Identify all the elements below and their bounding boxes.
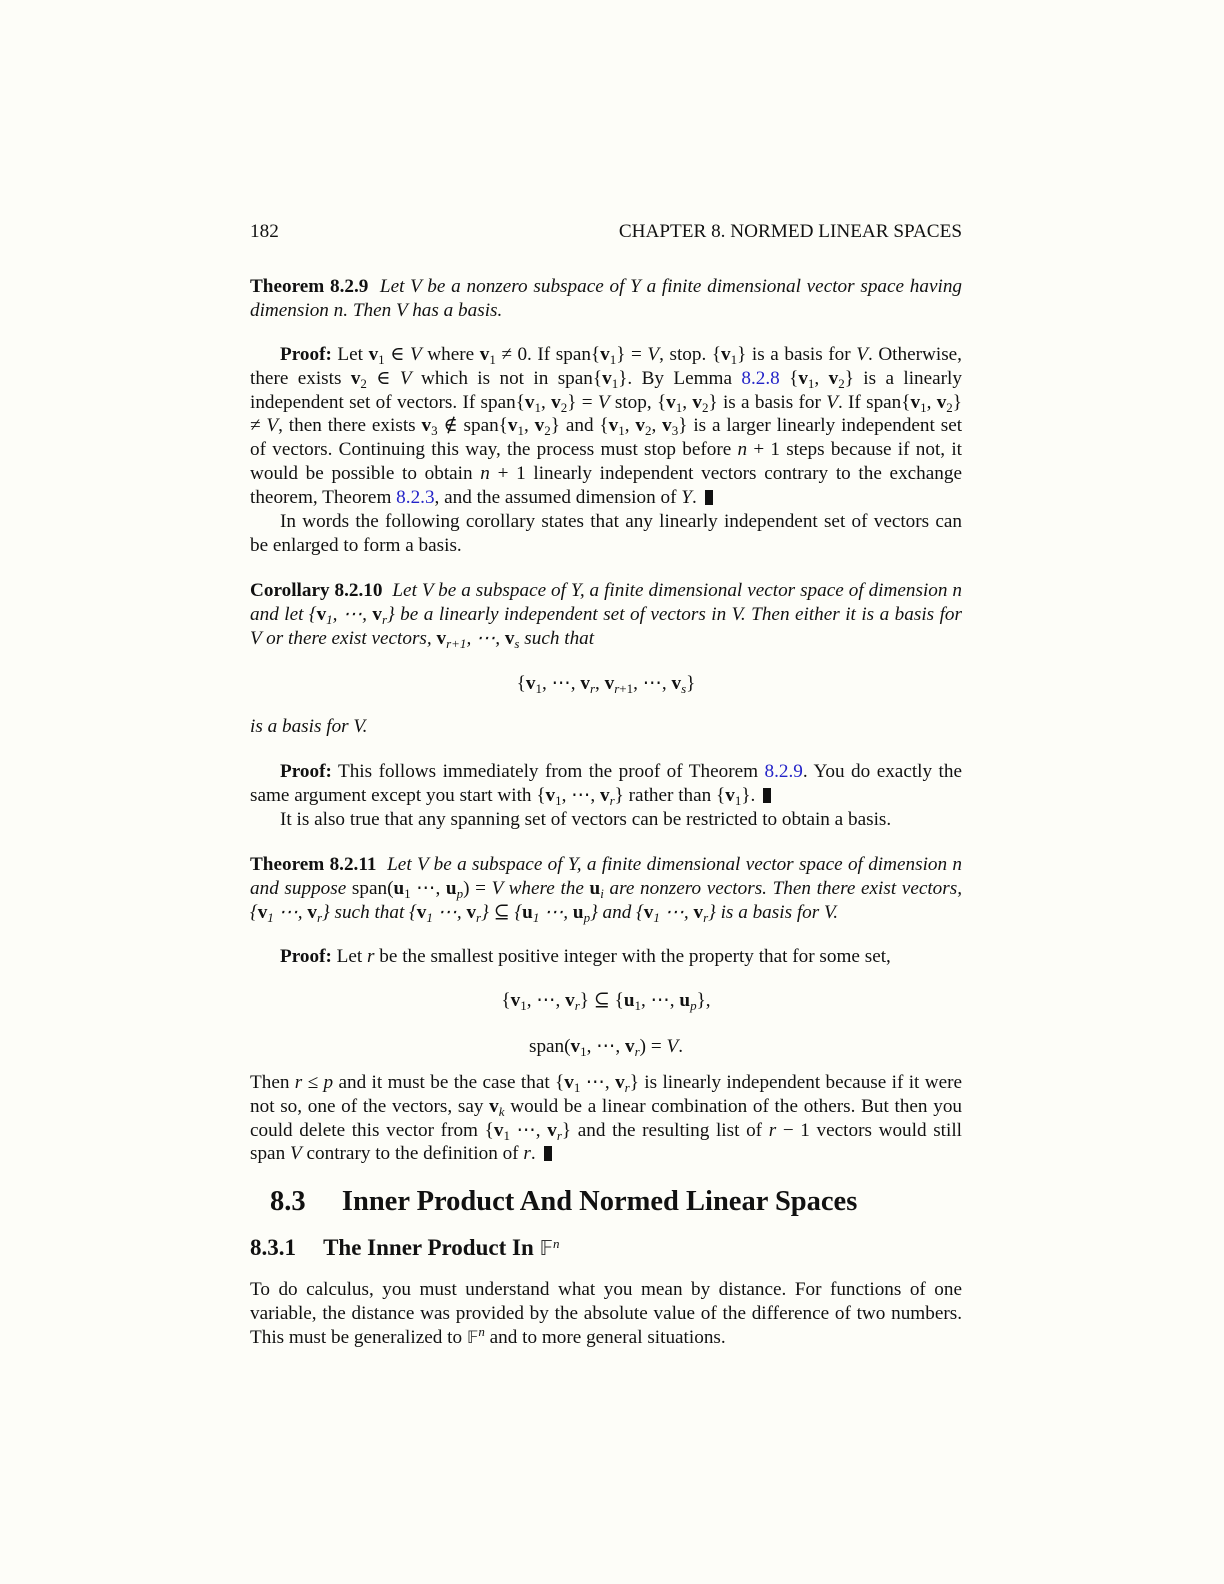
corollary-display-equation: {$v_1$, ⋯, $v_r$, $v_{r+1}$, ⋯, $v_s$} — [516, 673, 696, 696]
proof-8-2-10 — [250, 760, 962, 808]
section-number: 8.3 — [270, 1186, 306, 1217]
qed-mark — [544, 1146, 552, 1161]
proof-8-2-11 — [250, 945, 962, 969]
corollary-label: Corollary 8.2.10 — [250, 580, 383, 601]
proof-conclusion: Then r ≤ p and it must be the case that {$v_1$ ⋯, $v_r$} is linearly independent because if it were not so, one of the vectors, say $v_k$ would be a linear combination of the others. But then you could delete this vector from {$v_1$ ⋯, $v_r$} and the resulting list of r − 1 vectors would still span V contrary to the definition of r. — [250, 1072, 963, 1165]
page-number: 182 — [250, 221, 279, 242]
theorem-link[interactable]: 8.2.3 — [396, 486, 435, 508]
lemma-link[interactable]: 8.2.8 — [741, 367, 780, 389]
theorem-label: Theorem 8.2.9 — [250, 276, 369, 297]
proof-label: Proof: — [280, 946, 332, 967]
running-title: CHAPTER 8. NORMED LINEAR SPACES — [618, 221, 962, 242]
subsection-number: 8.3.1 — [250, 1235, 296, 1260]
corollary-statement: Let V be a subspace of Y, a finite dimensional vector space of dimension n and let {$v_1$, ⋯, $v_r$} be a linearly independent set of vectors in V. Then either it is a basis for V or there exist vectors, $v_{r+1}$, ⋯, $v_s$ such that — [250, 580, 962, 651]
section-title: Inner Product And Normed Linear Spaces — [341, 1186, 858, 1217]
theorem-statement: Let V be a nonzero subspace of Y a finite dimensional vector space having dimension n. Then V has a basis. — [250, 276, 963, 321]
subsection-title: The Inner Product In — [323, 1235, 534, 1260]
qed-mark — [705, 490, 713, 505]
theorem-8-2-9 — [250, 275, 962, 323]
proof-display-equation-2: $span(v_1$, ⋯, $v_r) = V$. — [528, 1036, 684, 1059]
proof-label: Proof: — [280, 344, 332, 365]
proof-intro: Let r be the smallest positive integer with the property that for some set, — [336, 946, 891, 967]
theorem-statement: Let V be a subspace of Y, a finite dimensional vector space of dimension n and suppose $span(u_1$ ⋯, $u_p) = V$ where the $u_i$ are nonzero vectors. Then there exist vectors, {$v_1$ ⋯, $v_r$} such that {$v_1$ ⋯, $v_r$} ⊆ {$u_1$ ⋯, $u_p$} and {$v_1$ ⋯, $v_r$} is a basis for V. — [250, 854, 963, 925]
theorem-8-2-11 — [250, 853, 962, 924]
transition-paragraph: In words the following corollary states that any linearly independent set of vectors can be enlarged to form a basis. — [250, 511, 962, 556]
intro-paragraph: To do calculus, you must understand what you mean by distance. For functions of one variable, the distance was provided by the absolute value of the difference of two numbers. This must be generalized to 𝔽$^n$ and to more general situations. — [250, 1279, 962, 1348]
corollary-closing: is a basis for V. — [250, 716, 368, 737]
transition-paragraph: It is also true that any spanning set of vectors can be restricted to obtain a basis. — [280, 809, 892, 830]
corollary-8-2-10 — [250, 579, 962, 650]
section-heading — [270, 1186, 982, 1217]
proof-8-2-9 — [250, 343, 962, 510]
proof-label: Proof: — [280, 761, 332, 782]
theorem-label: Theorem 8.2.11 — [250, 854, 377, 875]
subsection-heading: 8.3.1 The Inner Product In 𝔽$^n$ — [250, 1235, 560, 1260]
blackboard-f-symbol: 𝔽 — [539, 1236, 553, 1260]
theorem-link[interactable]: 8.2.9 — [764, 761, 803, 782]
proof-text: Let $v_1$ ∈ V where $v_1 \ne 0$. If $span\{v_1\} = V$, stop. $\{v_1\}$ is a basis for V. Otherwise, there exists $v_2$ ∈ V which is not in $span\{v_1\}$. By Lemma 8.2.8 {$v_1$, $v_2$} is a linearly independent set of vectors. If $span\{v_1$, $v_2\} = V$ stop, {$v_1$, $v_2$} is a basis for V. If $span\{v_1$, $v_2\} \ne V$, then there exists $v_3$ ∉ $span\{v_1$, $v_2$} and {$v_1$, $v_2$, $v_3$} is a larger linearly independent set of vectors. Continuing this way, the process must stop before n + 1 steps because if not, it would be possible to obtain n + 1 linearly independent vectors contrary to the exchange theorem, Theorem 8.2.3, and the assumed dimension of Y. — [250, 344, 963, 508]
running-header — [250, 220, 962, 244]
proof-text: This follows immediately from the proof of Theorem 8.2.9. You do exactly the same argument except you start with {$v_1$, ⋯, $v_r$} rather than $\{v_1\}$. — [250, 761, 962, 808]
qed-mark — [763, 788, 771, 803]
proof-display-equation-1: {$v_1$, ⋯, $v_r$} ⊆ {$u_1$, ⋯, $u_p$}, — [501, 990, 711, 1013]
